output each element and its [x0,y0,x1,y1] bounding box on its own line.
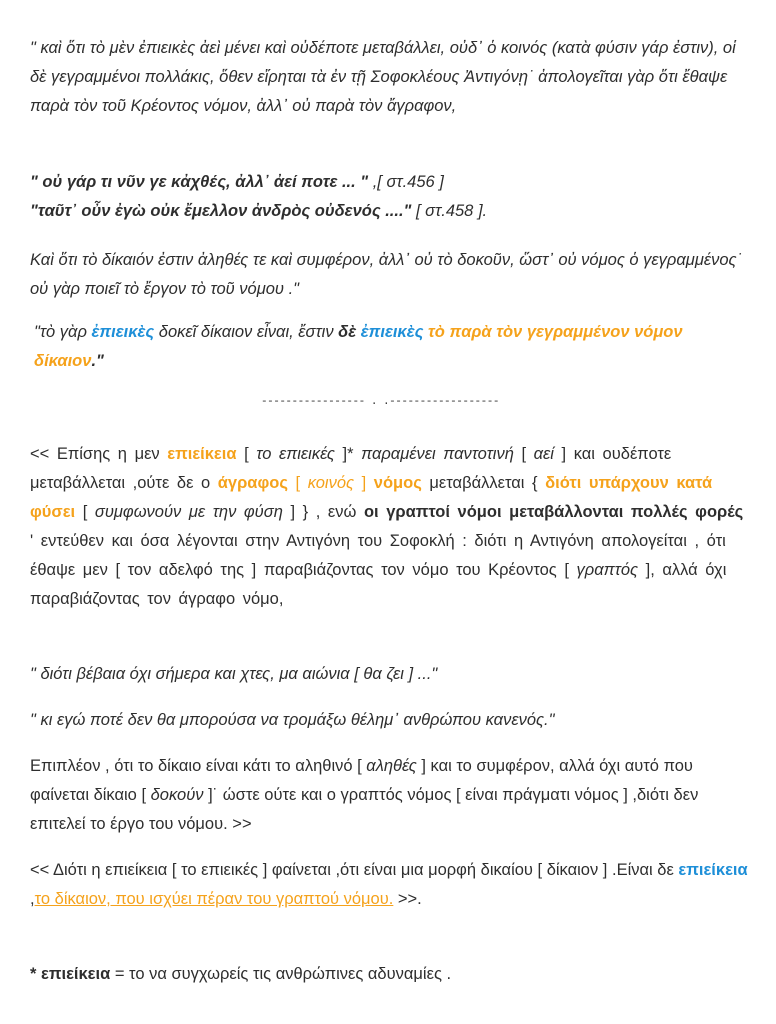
footnote-star: * [30,965,42,983]
text: ] και ουδέποτε μεταβάλλεται ,ούτε δε ο [30,445,672,492]
footnote-definition: = το να συγχωρείς τις ανθρώπινες αδυναμίες . [110,965,452,983]
text: ] } , ενώ [282,503,364,521]
highlight-nomos: νόμος [373,474,422,492]
italic-text: αεί [533,445,554,463]
modern-quote-1: " διότι βέβαια όχι σήμερα και χτες, μα αιώνια [ θα ζει ] ..." [30,665,438,683]
text: << Επίσης η μεν [30,445,168,463]
modern-paragraph-2 [30,752,750,839]
highlight-underlined-definition: το δίκαιον, που ισχύει πέραν του γραπτού νόμου. [34,890,394,908]
text: >>. [393,890,422,908]
quote-458: "ταῦτ᾽ οὖν ἐγὼ οὐκ ἔμελλον ἀνδρὸς οὐδενός ...." [30,202,412,220]
highlight-epieikeia: επιείκεια [167,445,237,463]
italic-text: αληθές [366,757,417,775]
highlight-epieikeia-blue: επιείκεια [678,861,748,879]
italic-text: το επιεικές [256,445,335,463]
footnote [30,960,451,989]
text: [ [236,445,257,463]
ancient-paragraph-3: Καὶ ὅτι τὸ δίκαιόν ἐστιν ἀληθές τε καὶ συμφέρον, ἀλλ᾽ οὐ τὸ δοκοῦν, ὥστ᾽ οὐ νόμος ὁ γεγραμμένος˙ οὐ γὰρ ποιεῖ τὸ ἔργον τὸ τοῦ νόμου ." [30,251,743,298]
italic-text: δοκούν [150,786,204,804]
text: Επιπλέον , ότι το δίκαιο είναι κάτι το αληθινό [ [30,757,367,775]
sophocles-quotes [30,168,487,226]
text: [ [513,445,534,463]
highlight-kata-fysei: διότι υπάρχουν κατά φύσει [30,474,713,521]
text: [ [75,503,95,521]
text: [ [287,474,308,492]
text: δοκεῖ δίκαιον εἶναι, ἔστιν [154,323,339,341]
highlight-agrafos: άγραφος [217,474,288,492]
section-separator: ----------------- . .------------------ [261,396,499,408]
text: ], αλλά όχι παραβιάζοντας τον άγραφο νόμο, [30,561,727,608]
text: << Διότι η επιείκεια [ το επιεικές ] φαίνεται ,ότι είναι μια μορφή δικαίου [ δίκαιον ] .Είναι δε [30,861,679,879]
quote-456: " οὐ γάρ τι νῦν γε κἀχθές, ἀλλ᾽ ἀεί ποτε ... " [30,173,369,191]
ancient-paragraph-4 [34,318,750,376]
text: μεταβάλλεται { [421,474,546,492]
text: ] [354,474,374,492]
quote-458-ref: [ στ.458 ]. [415,202,488,220]
emphasis-de: δὲ [338,323,357,341]
text: ] και το συμφέρον, αλλά όχι αυτό που φαίνεται δίκαιο [ [30,757,693,804]
highlight-definition: τὸ παρὰ τὸν γεγραμμένον νόμον δίκαιον [34,323,683,370]
ancient-paragraph-1: " καὶ ὅτι τὸ μὲν ἐπιεικὲς ἀεὶ μένει καὶ οὐδέποτε μεταβάλλει, οὐδ᾽ ὁ κοινός (κατὰ φύσιν γάρ ἐστιν), οἱ δὲ γεγραμμένοι πολλάκις, ὅθεν εἴρηται τὰ ἐν τῇ Σοφοκλέους Ἀντιγόνῃ˙ ἀπολογεῖται γὰρ ὅτι ἔθαψε παρὰ τὸν τοῦ Κρέοντος νόμον, ἀλλ᾽ οὐ παρὰ τὸν ἄγραφον, [30,39,736,115]
quote-456-ref: ,[ στ.456 ] [372,173,444,191]
text: ." [91,352,104,370]
text: , [30,890,35,908]
footnote-term: επιείκεια [41,965,111,983]
text: ' εντεύθεν και όσα λέγονται στην Αντιγόνη του Σοφοκλή : διότι η Αντιγόνη απολογείται , ότι έθαψε μεν [ τον αδελφό της ] παραβιάζοντας τον νόμο του Κρέοντος [ [30,532,726,579]
italic-text: παραμένει παντοτινή [361,445,514,463]
modern-paragraph-1 [30,440,750,614]
text: "τὸ γὰρ [34,323,92,341]
text: ]* [334,445,362,463]
italic-text: γραπτός [576,561,639,579]
highlight-epieikes-2: ἐπιεικὲς [360,323,424,341]
highlight-epieikes-1: ἐπιεικὲς [91,323,155,341]
modern-quote-2: " κι εγώ ποτέ δεν θα μπορούσα να τρομάξω θέλημ᾽ ανθρώπου κανενός." [30,711,555,729]
bold-written-laws: οι γραπτοί νόμοι μεταβάλλονται πολλές φορές [363,503,744,521]
italic-text: συμφωνούν με την φύση [94,503,283,521]
highlight-koinos: κοινός [307,474,355,492]
modern-paragraph-3 [30,856,750,914]
text: ]˙ ώστε ούτε και ο γραπτός νόμος [ είναι πράγματι νόμος ] ,διότι δεν επιτελεί το έργο του νόμου. >> [30,786,699,833]
